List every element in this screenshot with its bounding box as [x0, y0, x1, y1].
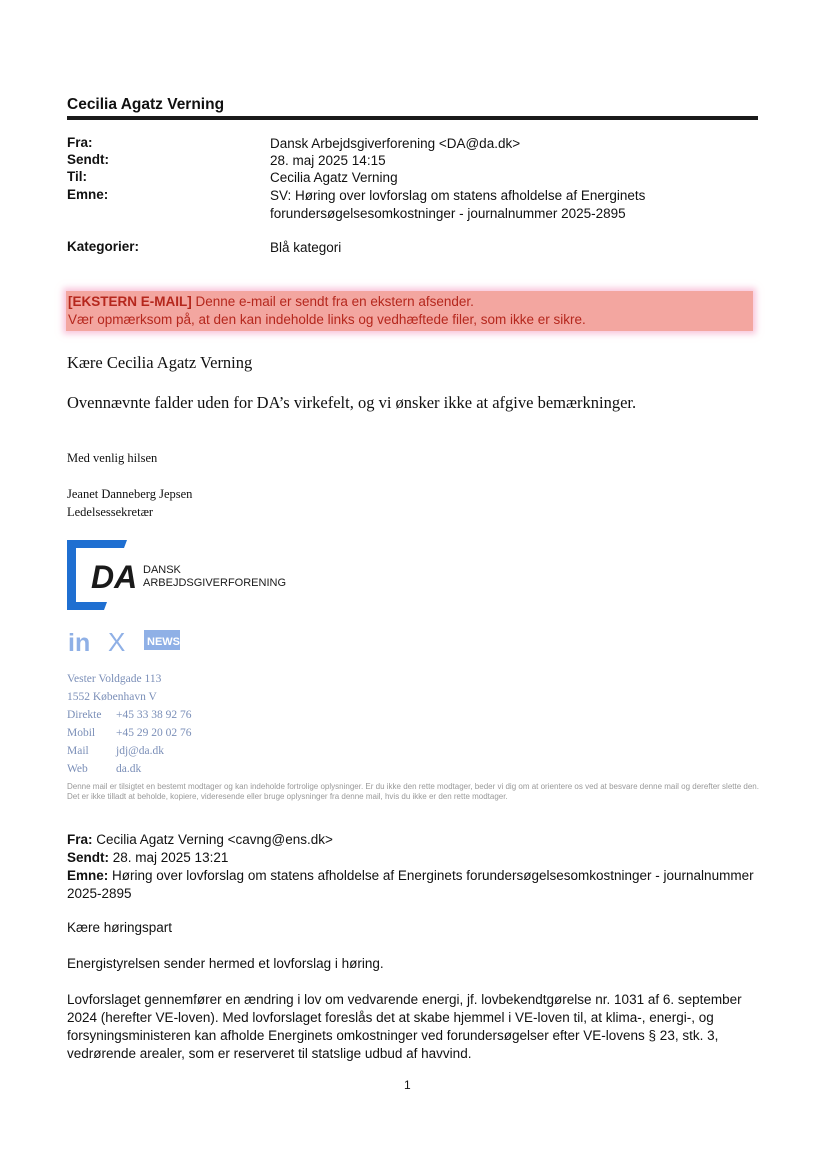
fwd-greeting: Kære høringspart — [67, 920, 173, 935]
sender-name: Jeanet Danneberg Jepsen — [67, 487, 193, 501]
mailbox-owner-name: Cecilia Agatz Verning — [67, 96, 225, 113]
fwd-from-label: Fra: — [67, 832, 93, 847]
from-label: Fra: — [67, 135, 93, 150]
warning-line-1: Denne e-mail er sendt fra en ekstern afsender. — [191, 294, 474, 309]
categories-label: Kategorier: — [67, 239, 140, 254]
page-number: 1 — [404, 1078, 411, 1092]
external-email-warning — [66, 291, 753, 331]
categories-value: Blå kategori — [270, 240, 342, 255]
contact-label: Direkte — [67, 709, 102, 721]
web-link[interactable]: da.dk — [116, 763, 142, 775]
sender-title: Ledelsessekretær — [67, 505, 154, 519]
sent-label: Sendt: — [67, 152, 109, 167]
to-value: Cecilia Agatz Verning — [270, 170, 398, 185]
contact-label: Web — [67, 763, 88, 775]
from-value: Dansk Arbejdsgiverforening <DA@da.dk> — [270, 136, 521, 151]
fwd-paragraph-2: Lovforslaget gennemfører en ændring i lov om vedvarende energi, jf. lovbekendtgørelse nr. 1031 af 6. september 2024 (herefter VE-loven). Med lovforslaget foreslås det at skabe hjemmel i VE-loven til, at klima-, energi-, og forsyningsministeren kan afholde Energinets omkostninger ved forundersøgelser efter VE-lovens § 23, stk. 3, vedrørende arealer, som er reserveret til statslige udbud af havvind. — [67, 992, 742, 1061]
contact-row — [67, 709, 192, 721]
fwd-paragraph-1: Energistyrelsen sender hermed et lovforslag i høring. — [67, 956, 384, 971]
address-street: Vester Voldgade 113 — [67, 673, 162, 685]
warning-line-2: Vær opmærksom på, at den kan indeholde links og vedhæftede filer, som ikke er sikre. — [68, 312, 586, 327]
logo-line-1: DANSK — [143, 564, 181, 576]
fwd-sent-label: Sendt: — [67, 850, 109, 865]
contact-value: +45 33 38 92 76 — [116, 709, 192, 721]
contact-label: Mobil — [67, 727, 96, 739]
contact-row — [67, 727, 192, 739]
fwd-sent — [67, 849, 228, 867]
fwd-from-value: Cecilia Agatz Verning <cavng@ens.dk> — [92, 832, 333, 847]
reply-body: Ovennævnte falder uden for DA’s virkefelt, og vi ønsker ikke at afgive bemærkninger. — [67, 393, 637, 412]
contact-row — [67, 745, 164, 757]
subject-value: SV: Høring over lovforslag om statens afholdelse af Energinets forundersøgelsesomkostninger - journalnummer 2025-2895 — [270, 188, 646, 221]
fwd-subject-value: Høring over lovforslag om statens afholdelse af Energinets forundersøgelsesomkostninger - journalnummer 2025-2895 — [67, 868, 754, 901]
da-logo — [67, 540, 287, 610]
fwd-sent-value: 28. maj 2025 13:21 — [109, 850, 229, 865]
fwd-subject-label: Emne: — [67, 868, 109, 883]
header-divider — [67, 116, 758, 120]
subject-label: Emne: — [67, 187, 109, 202]
news-label: NEWS — [147, 636, 180, 648]
disclaimer: Denne mail er tilsigtet en bestemt modtager og kan indeholde fortrolige oplysninger. Er du ikke den rette modtager, beder vi dig om at orientere os ved at besvare denne mail og derefter slette den. Det er ikke tilladt at beholde, kopiere, videresende eller bruge oplysninger fra denne mail, hvis du ikke er den rette modtager. — [67, 782, 759, 801]
fwd-subject — [67, 867, 757, 903]
closing: Med venlig hilsen — [67, 451, 158, 465]
contact-label: Mail — [67, 745, 89, 757]
logo-mark: DA — [91, 559, 138, 595]
to-label: Til: — [67, 169, 87, 184]
external-tag: [EKSTERN E-MAIL] — [68, 294, 192, 309]
address-city: 1552 København V — [67, 691, 157, 703]
contact-value: +45 29 20 02 76 — [116, 727, 192, 739]
linkedin-icon[interactable]: in — [68, 629, 91, 657]
reply-greeting: Kære Cecilia Agatz Verning — [67, 353, 253, 372]
x-icon[interactable]: X — [108, 627, 126, 657]
social-links — [68, 626, 188, 656]
sent-value: 28. maj 2025 14:15 — [270, 153, 386, 168]
email-link[interactable]: jdj@da.dk — [116, 745, 164, 757]
logo-line-2: ARBEJDSGIVERFORENING — [143, 577, 287, 589]
contact-row — [67, 763, 141, 775]
fwd-from — [67, 831, 333, 849]
